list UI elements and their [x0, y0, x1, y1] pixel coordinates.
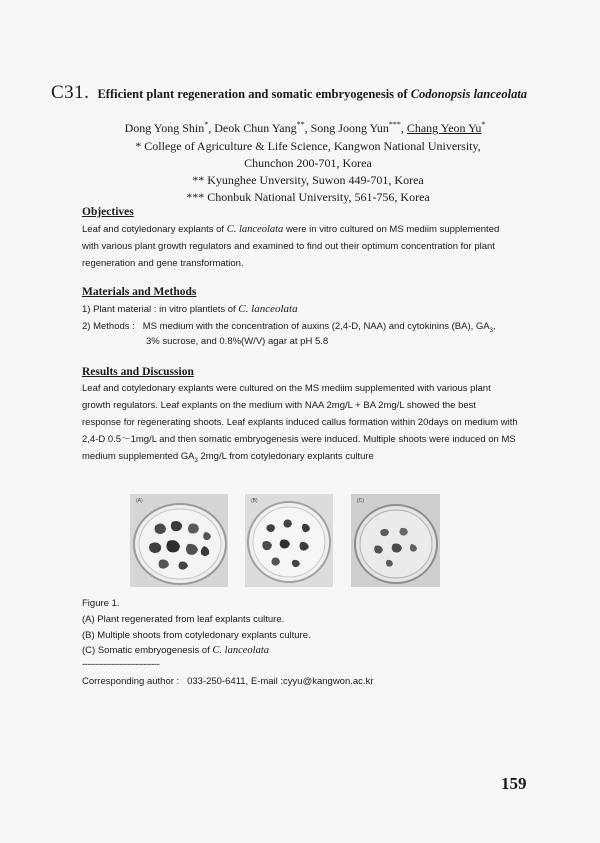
text-span: (C) Somatic embryogenesis of — [82, 645, 210, 656]
panel-label: (B) — [251, 498, 258, 504]
subscript: 3 — [489, 327, 493, 334]
title-species: Codonopsis lanceolata — [410, 87, 528, 101]
corresponding-author — [82, 676, 373, 687]
figure-panel-b — [245, 494, 333, 587]
divider-rule: ----------------------------- — [82, 659, 160, 670]
title-prefix: Efficient plant regeneration and somatic embryogenesis of — [97, 87, 408, 101]
results-line: Leaf and cotyledonary explants were cultured on the MS mediim supplemented with various plant — [82, 383, 491, 394]
objectives-line — [82, 221, 534, 238]
text-span: medium supplemented GA — [82, 451, 195, 462]
affiliation-line: * College of Agriculture & Life Science, Kangwon National University, — [135, 139, 481, 153]
results-line: 2,4-D 0.5～1mg/L and then somatic embryogenesis were induced. Multiple shoots were induced on MS — [82, 434, 516, 445]
text-span: 2mg/L from cotyledonary explants culture — [197, 451, 374, 462]
figure-panel-a — [130, 494, 228, 587]
email-address: cyyu@kangwon.ac.kr — [283, 676, 374, 687]
abstract-code: C31. — [51, 82, 90, 103]
text-span: 1) Plant material : in vitro plantlets of — [82, 304, 236, 315]
results-heading: Results and Discussion — [82, 366, 194, 378]
text-span: MS medium with the concentration of auxins (2,4-D, NAA) and cytokinins (BA), GA — [142, 321, 490, 332]
subscript: 3 — [194, 457, 198, 464]
methods-item-1 — [82, 303, 298, 315]
email-label: E-mail : — [250, 676, 284, 687]
author-mark: ** — [296, 120, 305, 129]
figure-caption-c — [82, 645, 269, 656]
figure-panel-c — [351, 494, 440, 587]
objectives-heading: Objectives — [82, 206, 134, 218]
text-span: , — [492, 321, 496, 332]
figure-caption-b: (B) Multiple shoots from cotyledonary explants culture. — [82, 630, 311, 641]
methods-item-2-cont: 3% sucrose, and 0.8%(W/V) agar at pH 5.8 — [146, 336, 329, 347]
author-mark: * — [481, 120, 486, 129]
author-list: Dong Yong Shin*, Deok Chun Yang**, Song Joong Yun***, Chang Yeon Yu* — [124, 120, 486, 135]
panel-label: (A) — [136, 498, 143, 504]
species-name: C. lanceolata — [238, 303, 298, 315]
results-line: response for regenerating shoots. Leaf explants induced callus formation within 20days on medium with — [82, 417, 518, 428]
author-mark: *** — [388, 120, 401, 129]
figure-caption-a: (A) Plant regenerated from leaf explants culture. — [82, 614, 285, 625]
corresponding-author-name: Chang Yeon Yu — [406, 121, 482, 135]
panel-label: (C) — [357, 498, 364, 504]
species-name: C. lanceolata — [212, 645, 269, 656]
affiliation-line: Chunchon 200-701, Korea — [244, 156, 372, 170]
figure-caption-title: Figure 1. — [82, 598, 120, 609]
page-number: 159 — [501, 774, 527, 793]
author-name: Deok Chun Yang — [214, 121, 297, 135]
results-line: growth regulators. Leaf explants on the medium with NAA 2mg/L + BA 2mg/L showed the best — [82, 400, 477, 411]
objectives-body — [82, 221, 534, 272]
methods-heading: Materials and Methods — [82, 286, 197, 298]
results-line — [82, 448, 534, 470]
author-name: Song Joong Yun — [310, 121, 389, 135]
abstract-title — [51, 82, 527, 104]
results-body — [82, 380, 534, 470]
objectives-line: with various plant growth regulators and examined to find out their optimum concentration for plant — [82, 241, 495, 252]
text-span: Leaf and cotyledonary explants of — [82, 224, 225, 235]
objectives-line: regeneration and gene transformation. — [82, 258, 244, 269]
author-mark: * — [204, 120, 209, 129]
methods-label: 2) Methods : — [82, 321, 135, 332]
petri-dish-c-image — [351, 494, 440, 587]
petri-dish-b-image — [245, 494, 333, 587]
affiliation-line: *** Chonbuk National University, 561-756, Korea — [186, 190, 430, 204]
species-name: C. lanceolata — [226, 224, 284, 235]
petri-dish-a-image — [130, 494, 228, 587]
corresponding-phone: 033-250-6411, — [187, 676, 249, 687]
author-name: Dong Yong Shin — [124, 121, 205, 135]
corresponding-label: Corresponding author : — [82, 676, 180, 687]
affiliation-line: ** Kyunghee Unversity, Suwon 449-701, Korea — [192, 173, 424, 187]
title-text — [97, 87, 527, 101]
text-span: were in vitro cultured on MS mediim supplemented — [285, 224, 500, 235]
methods-item-2 — [82, 321, 496, 334]
